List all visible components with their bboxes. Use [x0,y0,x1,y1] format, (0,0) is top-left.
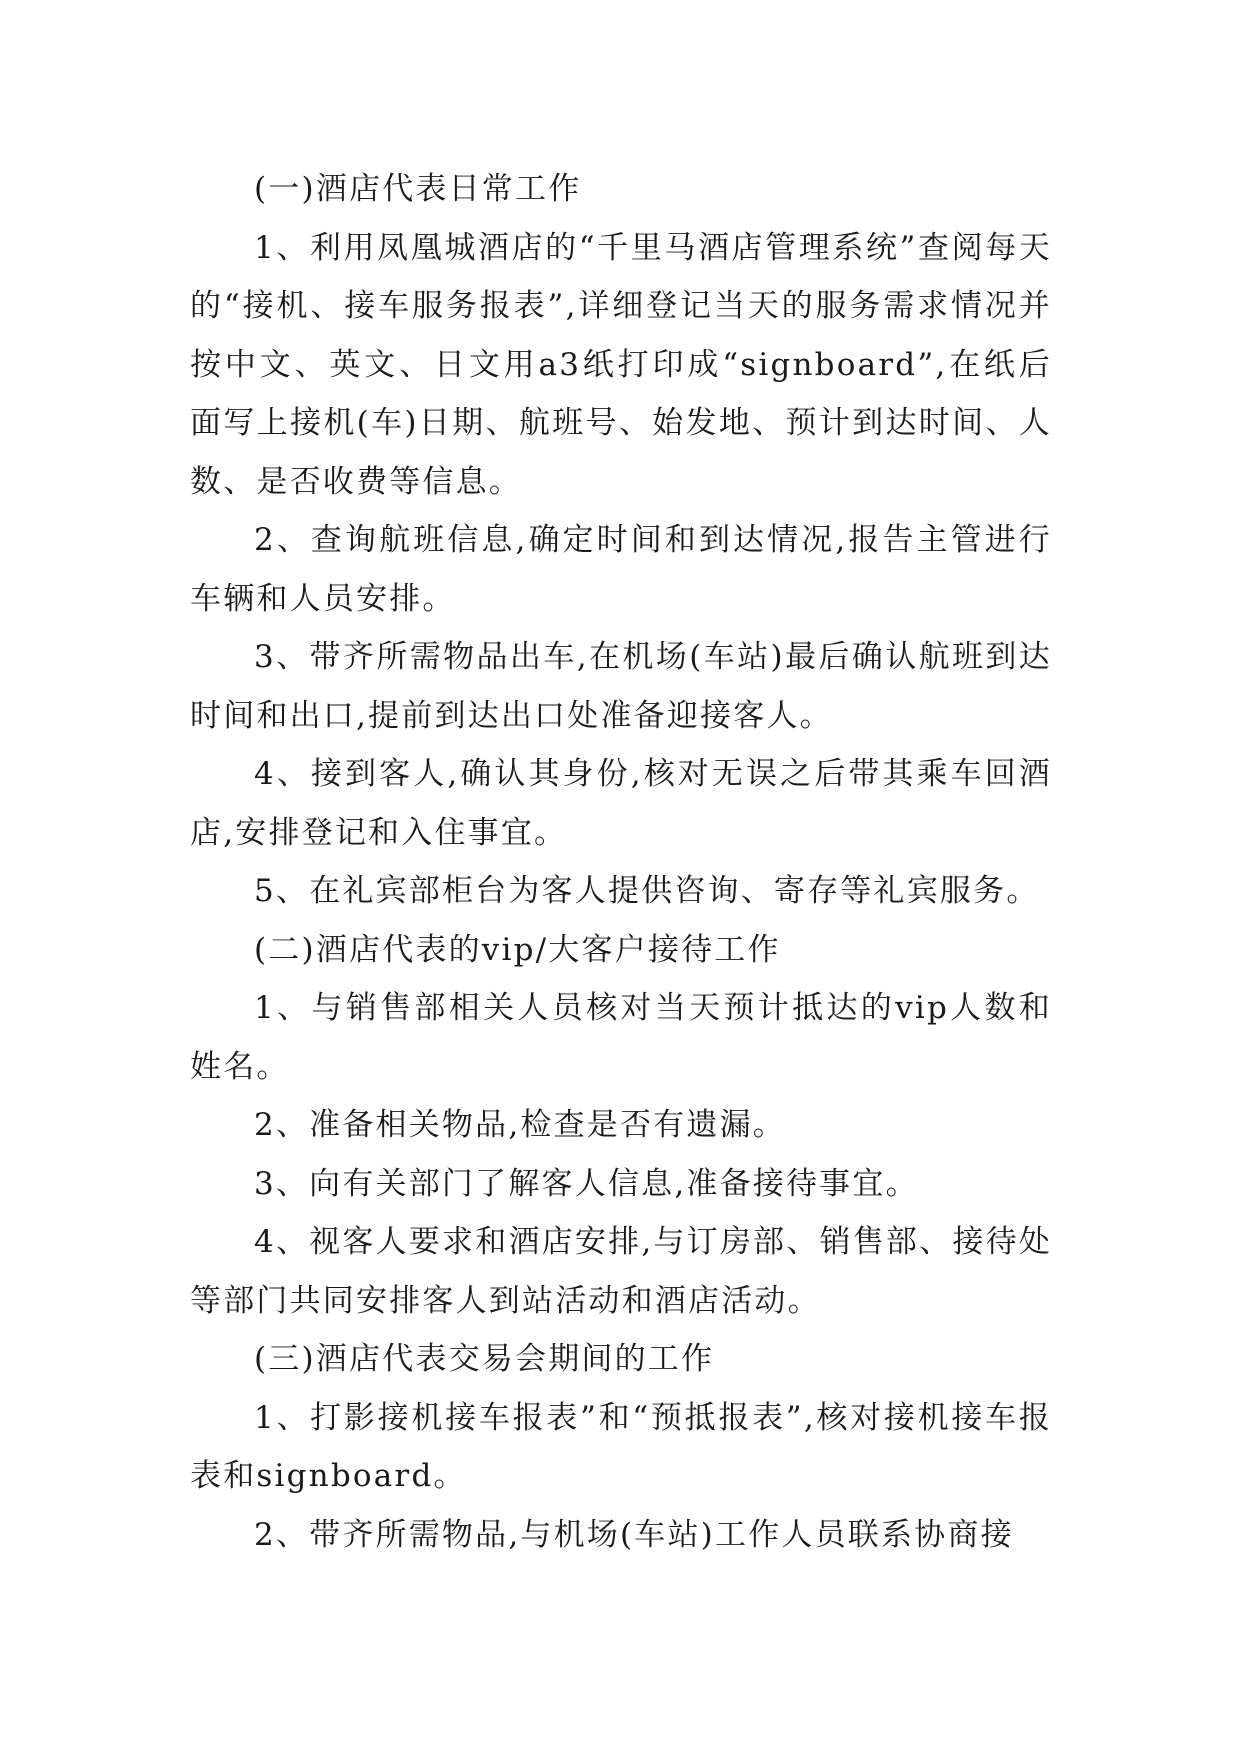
paragraph: 4、视客人要求和酒店安排,与订房部、销售部、接待处等部门共同安排客人到站活动和酒店活动。 [190,1224,1052,1319]
section-heading-daily-work: (一)酒店代表日常工作 [254,171,582,207]
paragraph: 1、打影接机接车报表”和“预抵报表”,核对接机接车报表和signboard。 [190,1399,1052,1494]
section-heading-trade-fair: (三)酒店代表交易会期间的工作 [254,1341,715,1377]
paragraph: 3、带齐所需物品出车,在机场(车站)最后确认航班到达时间和出口,提前到达出口处准备迎接客人。 [190,639,1052,734]
paragraph: 5、在礼宾部柜台为客人提供咨询、寄存等礼宾服务。 [254,873,1040,909]
paragraph: 2、带齐所需物品,与机场(车站)工作人员联系协商接 [254,1516,1014,1553]
paragraph: 3、向有关部门了解客人信息,准备接待事宜。 [254,1165,919,1202]
document-body [190,160,1052,1564]
paragraph: 1、利用凤凰城酒店的“千里马酒店管理系统”查阅每天的“接机、接车服务报表”,详细登记当天的服务需求情况并按中文、英文、日文用a3纸打印成“signboard”,在纸后面写上接机(车)日期、航班号、始发地、预计到达时间、人数、是否收费等信息。 [190,229,1052,500]
paragraph: 2、准备相关物品,检查是否有遗漏。 [254,1107,786,1143]
section-heading-vip-reception: (二)酒店代表的vip/大客户接待工作 [254,931,781,968]
paragraph: 2、查询航班信息,确定时间和到达情况,报告主管进行车辆和人员安排。 [190,522,1052,617]
paragraph: 4、接到客人,确认其身份,核对无误之后带其乘车回酒店,安排登记和入住事宜。 [190,756,1052,851]
paragraph: 1、与销售部相关人员核对当天预计抵达的vip人数和姓名。 [190,990,1052,1085]
